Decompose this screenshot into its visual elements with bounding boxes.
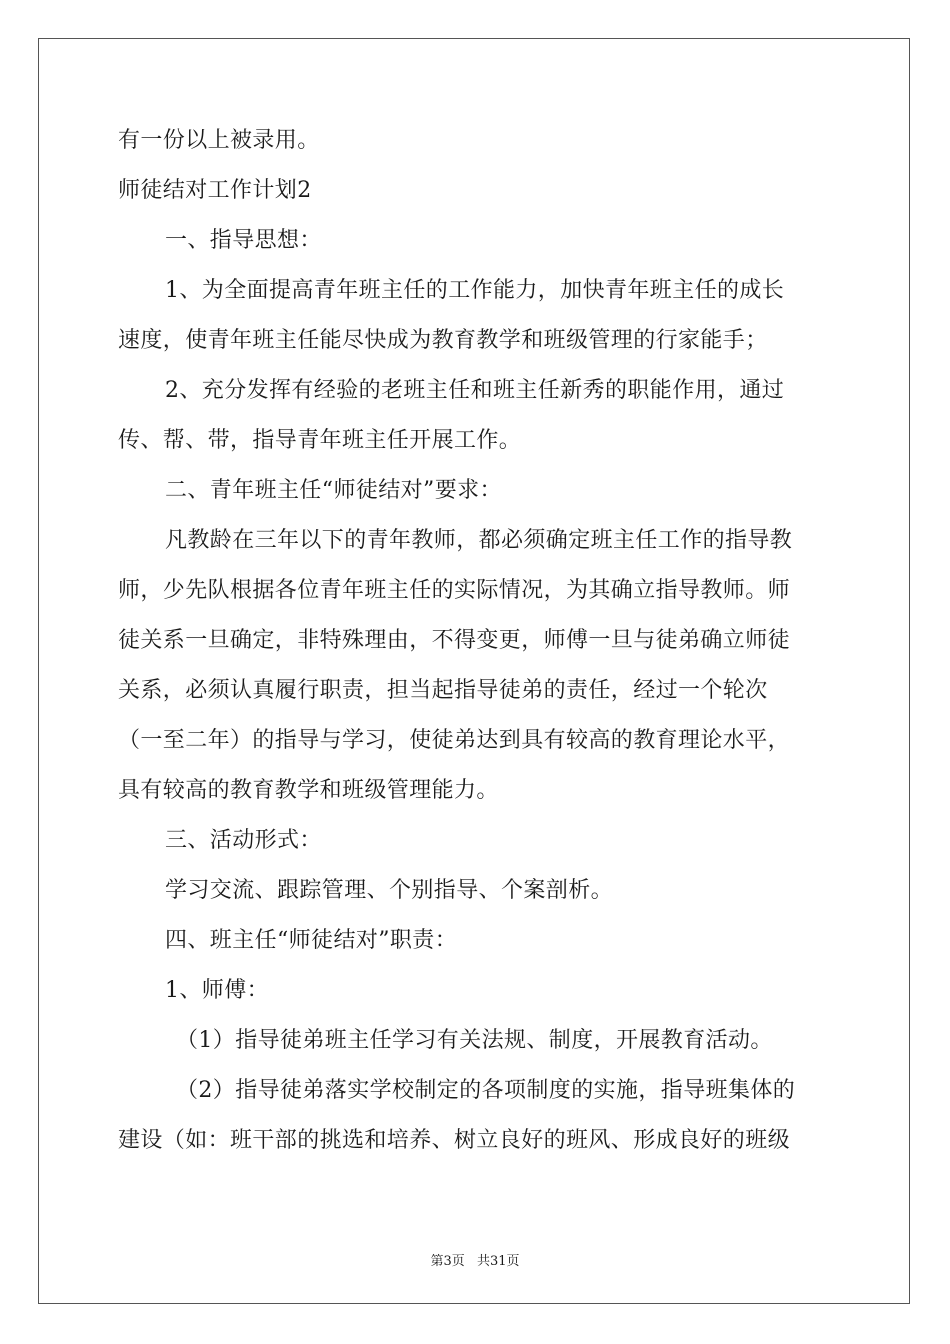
heading-requirements: 二、青年班主任“师徒结对”要求： xyxy=(165,478,502,503)
paragraph-line: 具有较高的教育教学和班级管理能力。 xyxy=(118,778,499,803)
heading-guiding-ideology: 一、指导思想： xyxy=(165,228,322,253)
paragraph-line: 1、为全面提高青年班主任的工作能力，加快青年班主任的成长 xyxy=(165,278,785,303)
paragraph-line: （2）指导徒弟落实学校制定的各项制度的实施，指导班集体的 xyxy=(176,1078,796,1103)
page-number: 第3页 xyxy=(430,1254,465,1269)
paragraph-line: 徒关系一旦确定，非特殊理由，不得变更，师傅一旦与徒弟确立师徒 xyxy=(118,628,791,653)
paragraph-line: 建设（如：班干部的挑选和培养、树立良好的班风、形成良好的班级 xyxy=(118,1128,791,1153)
paragraph-line: 有一份以上被录用。 xyxy=(118,128,320,153)
paragraph-line: 凡教龄在三年以下的青年教师，都必须确定班主任工作的指导教 xyxy=(165,528,793,553)
paragraph-line: （一至二年）的指导与学习，使徒弟达到具有较高的教育理论水平， xyxy=(118,728,791,753)
subheading-mentor: 1、师傅： xyxy=(165,978,269,1003)
paragraph-line: 学习交流、跟踪管理、个别指导、个案剖析。 xyxy=(165,878,614,903)
section-title: 师徒结对工作计划2 xyxy=(118,178,312,203)
paragraph-line: 2、充分发挥有经验的老班主任和班主任新秀的职能作用，通过 xyxy=(165,378,785,403)
paragraph-line: 传、帮、带，指导青年班主任开展工作。 xyxy=(118,428,522,453)
page-total: 共31页 xyxy=(476,1254,520,1269)
document-body xyxy=(118,128,836,1178)
paragraph-line: 关系，必须认真履行职责，担当起指导徒弟的责任，经过一个轮次 xyxy=(118,678,768,703)
paragraph-line: 速度，使青年班主任能尽快成为教育教学和班级管理的行家能手； xyxy=(118,328,768,353)
heading-activity-form: 三、活动形式： xyxy=(165,828,322,853)
paragraph-line: （1）指导徒弟班主任学习有关法规、制度，开展教育活动。 xyxy=(176,1028,773,1053)
heading-duties: 四、班主任“师徒结对”职责： xyxy=(165,928,458,953)
paragraph-line: 师，少先队根据各位青年班主任的实际情况，为其确立指导教师。师 xyxy=(118,578,791,603)
page-footer xyxy=(0,1250,950,1269)
